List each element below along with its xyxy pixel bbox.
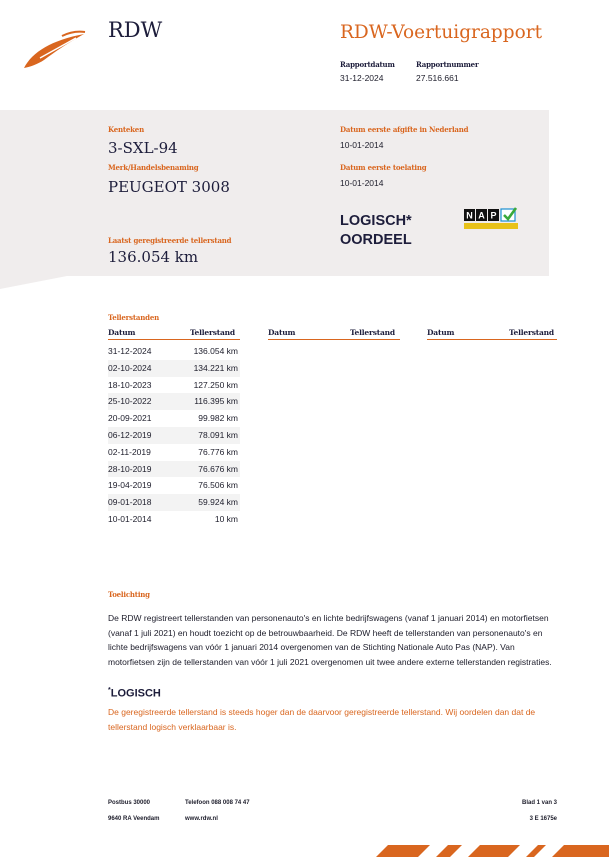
toelichting-text: De RDW registreert tellerstanden van personenauto's en lichte bedrijfswagens (vanaf 1 januari 2014) en motorfietsen (vanaf 1 juli 2021) en houdt toezicht op de betrouwbaarheid. De RDW heeft de tellerstanden van personenauto's en lichte bedrijfswagens van vóór 1 januari 2014 overgenomen van de Stichting Nationale Auto Pas (NAP). Van motorfietsen zijn de tellerstanden van vóór 1 juli 2021 overgenomen uit twee andere externe tellerstanden registraties. <box>108 613 552 667</box>
footer-website: www.rdw.nl <box>185 816 218 822</box>
oordeel-line1: LOGISCH* <box>340 213 412 229</box>
table-row <box>108 477 240 494</box>
footer-adres: 9640 RA Veendam <box>108 816 160 822</box>
brand-name: RDW <box>108 18 163 42</box>
table-row <box>108 377 240 394</box>
vehicle-summary-panel <box>0 110 549 276</box>
logisch-explanation: De geregistreerde tellerstand is steeds hoger dan de daarvoor geregistreerde tellerstand. Wij oordelen dan dat de tellerstand logisch verklaarbaar is. <box>108 707 536 732</box>
row-tellerstand: 78.091 km <box>198 429 238 440</box>
row-tellerstand: 116.395 km <box>194 396 238 407</box>
rapportdatum-label: Rapportdatum <box>340 60 395 69</box>
column-header-datum-2: Datum <box>268 328 296 337</box>
merk-value: PEUGEOT 3008 <box>108 178 230 196</box>
row-tellerstand: 76.676 km <box>198 463 238 474</box>
toelating-label: Datum eerste toelating <box>340 163 427 172</box>
tellerstanden-title: Tellerstanden <box>108 313 159 322</box>
table-row <box>108 393 240 410</box>
logisch-title: LOGISCH <box>110 687 161 700</box>
rdw-logo-icon <box>22 30 86 70</box>
row-datum: 20-09-2021 <box>108 413 152 424</box>
row-datum: 06-12-2019 <box>108 429 152 440</box>
column-header-datum-1: Datum <box>108 328 136 337</box>
column-header-tellerstand-3: Tellerstand <box>509 328 554 337</box>
table-row <box>108 511 240 528</box>
afgifte-label: Datum eerste afgifte in Nederland <box>340 125 469 134</box>
logisch-oordeel <box>340 212 460 250</box>
column-header-tellerstand-1: Tellerstand <box>190 328 235 337</box>
footer-stripes-decoration <box>370 845 609 857</box>
kenteken-label: Kenteken <box>108 125 144 134</box>
column-header-datum-3: Datum <box>427 328 455 337</box>
row-datum: 25-10-2022 <box>108 396 152 407</box>
kenteken-value: 3-SXL-94 <box>108 139 178 157</box>
merk-label: Merk/Handelsbenaming <box>108 163 199 172</box>
row-datum: 28-10-2019 <box>108 463 152 474</box>
row-tellerstand: 59.924 km <box>198 497 238 508</box>
row-tellerstand: 136.054 km <box>193 346 238 356</box>
table-row <box>108 343 240 360</box>
laatste-tellerstand-label: Laatst geregistreerde tellerstand <box>108 236 232 245</box>
nap-letter-a: A <box>478 210 485 221</box>
footer-telefoon: Telefoon 088 008 74 47 <box>185 800 250 806</box>
table-row <box>108 410 240 427</box>
nap-badge-icon <box>462 207 520 231</box>
row-tellerstand: 127.250 km <box>193 379 238 390</box>
row-datum: 02-11-2019 <box>108 446 151 457</box>
row-tellerstand: 134.221 km <box>193 362 238 373</box>
nap-letter-n: N <box>466 210 473 221</box>
report-title: RDW-Voertuigrapport <box>340 22 543 43</box>
row-datum: 18-10-2023 <box>108 379 152 390</box>
rapportnummer-value: 27.516.661 <box>416 73 459 83</box>
table-row <box>108 461 240 478</box>
rapportnummer-label: Rapportnummer <box>416 60 479 69</box>
header-divider-2 <box>268 339 400 340</box>
panel-tail-decoration <box>0 276 67 289</box>
column-header-tellerstand-2: Tellerstand <box>350 328 395 337</box>
row-tellerstand: 76.506 km <box>198 480 238 491</box>
logisch-heading <box>108 687 161 700</box>
table-row <box>108 444 240 461</box>
footer-postbus: Postbus 30000 <box>108 800 151 806</box>
rapportdatum-value: 31-12-2024 <box>340 73 384 83</box>
table-row <box>108 494 240 511</box>
header-divider-3 <box>427 339 557 340</box>
row-datum: 02-10-2024 <box>108 362 152 373</box>
row-datum: 09-01-2018 <box>108 497 152 508</box>
header-divider-1 <box>108 339 240 340</box>
footer-code: 3 E 1675e <box>529 816 557 822</box>
row-tellerstand: 76.776 km <box>198 446 238 457</box>
afgifte-value: 10-01-2014 <box>340 140 384 150</box>
logisch-asterisk: * <box>108 687 111 694</box>
row-tellerstand: 99.982 km <box>198 413 238 424</box>
toelating-value: 10-01-2014 <box>340 178 384 188</box>
row-datum: 19-04-2019 <box>108 480 152 491</box>
table-row <box>108 360 240 377</box>
row-datum: 31-12-2024 <box>108 346 152 356</box>
table-row <box>108 427 240 444</box>
nap-letter-p: P <box>490 210 497 221</box>
oordeel-line2: OORDEEL <box>340 232 412 248</box>
row-datum: 10-01-2014 <box>108 513 152 524</box>
toelichting-title: Toelichting <box>108 590 150 599</box>
laatste-tellerstand-value: 136.054 km <box>108 248 199 266</box>
row-tellerstand: 10 km <box>214 513 238 524</box>
footer-blad: Blad 1 van 3 <box>521 800 557 806</box>
tellerstanden-table <box>108 343 240 528</box>
